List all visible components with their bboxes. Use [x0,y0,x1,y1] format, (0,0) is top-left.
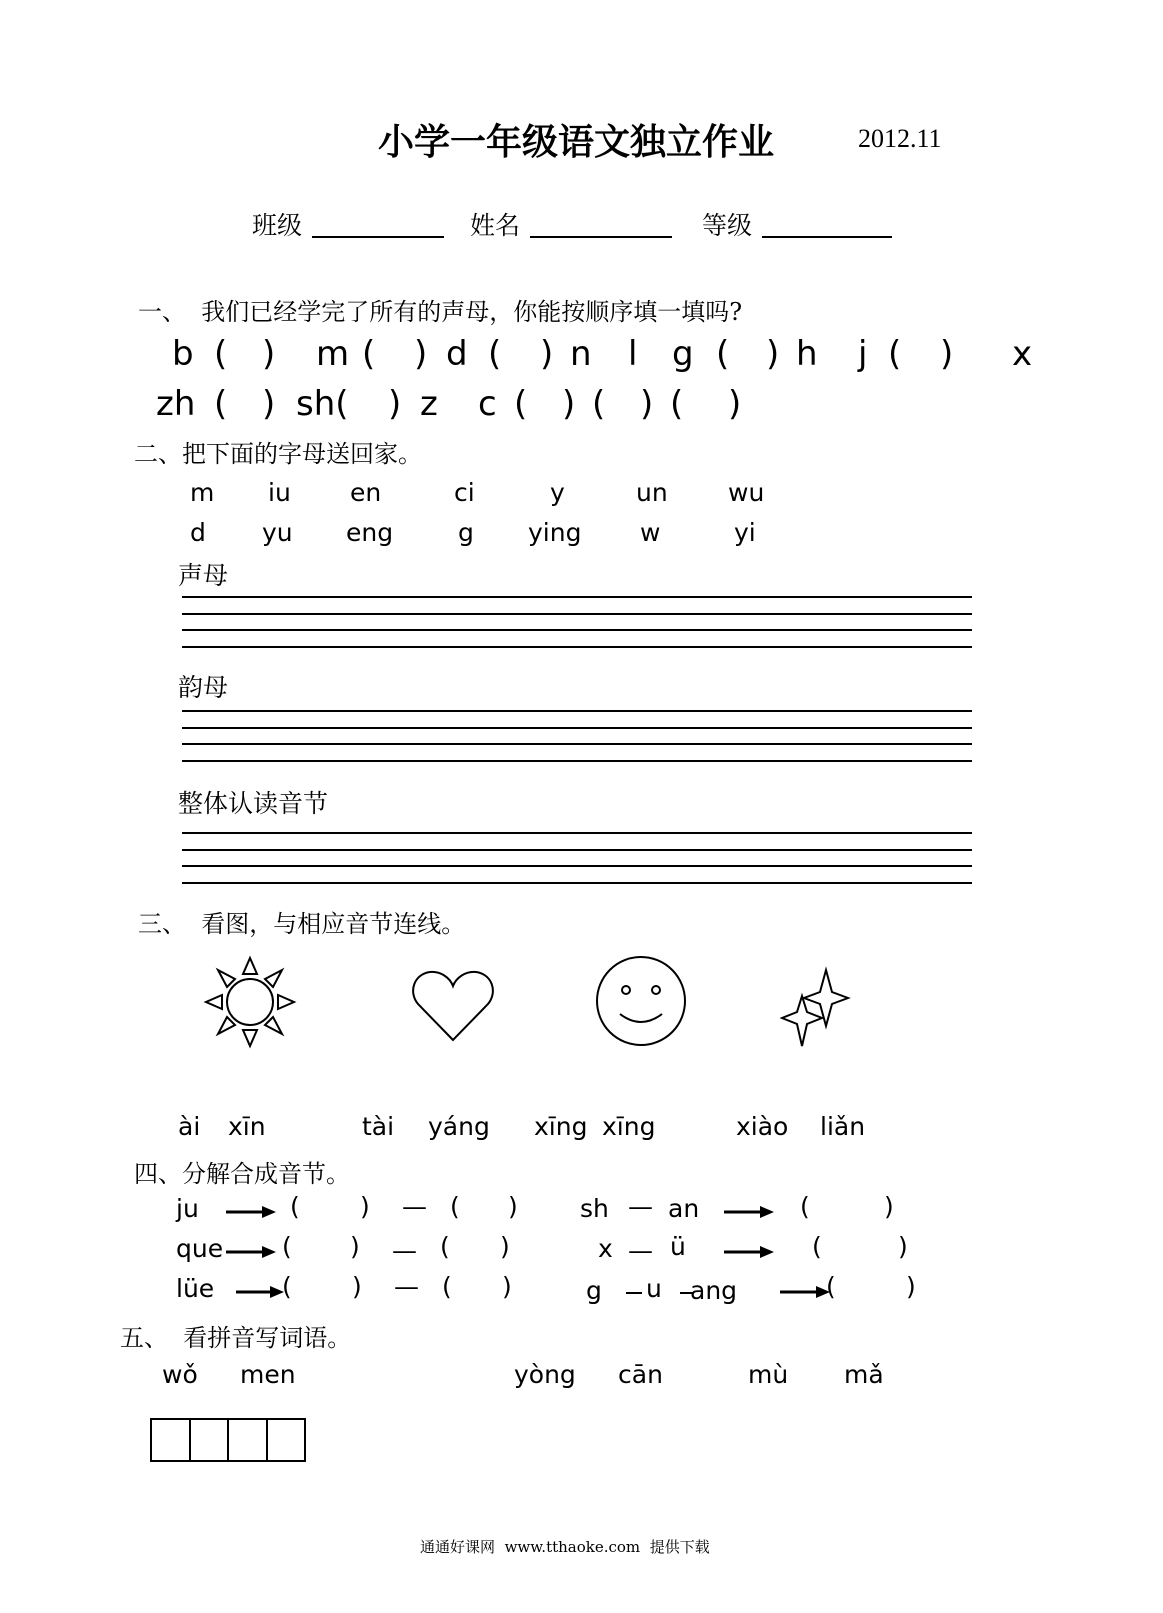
q1-paren-open: ( [488,334,502,374]
class-field-line[interactable] [312,236,444,238]
name-label: 姓名 [470,211,521,240]
q1-paren-close: ) [940,334,954,374]
q2-item: ying [528,518,582,547]
q1-paren-close: ) [562,384,576,424]
q1-letter: g [672,334,694,374]
category-label-initials: 声母 [178,561,229,590]
q4-heading: 四、分解合成音节。 [134,1160,350,1188]
q1-paren-open: ( [214,334,228,374]
q1-paren-close: ) [540,334,554,374]
q4-paren: ( [440,1232,450,1261]
writing-line[interactable] [182,743,972,745]
q4-paren: ( [442,1272,452,1301]
q3-syllable: liǎn [820,1112,866,1141]
q1-paren-open: ( [716,334,730,374]
q2-item: en [350,478,382,507]
q4-dash: — [402,1192,427,1221]
q5-pinyin: mù [748,1360,789,1389]
q4-word: lüe [176,1274,215,1303]
q1-letter: b [172,334,194,374]
page-title: 小学一年级语文独立作业 [378,121,775,163]
q2-item: iu [268,478,291,507]
q1-paren-open: ( [214,384,228,424]
q1-letter: z [420,384,438,424]
q4-paren: ) [352,1272,362,1301]
writing-line[interactable] [182,646,972,648]
category-label-finals: 韵母 [178,673,229,702]
q1-paren-open: ( [592,384,606,424]
writing-line[interactable] [182,760,972,762]
q1-paren-close: ) [640,384,654,424]
q4-paren: ( [290,1192,300,1221]
q1-paren-open: ( [888,334,902,374]
q4-paren: ( [800,1192,810,1221]
writing-line[interactable] [182,596,972,598]
q4-paren: ) [906,1272,916,1301]
q2-item: yi [734,518,756,547]
q1-heading: 一、 我们已经学完了所有的声母，你能按顺序填一填吗? [138,298,743,326]
grade-label: 等级 [702,211,753,240]
q4-paren: ( [812,1232,822,1261]
q2-item: d [190,518,206,547]
q2-item: y [550,478,565,507]
q4-paren: ) [884,1192,894,1221]
q1-letter: d [446,334,468,374]
q4-paren: ) [350,1232,360,1261]
q4-paren: ( [826,1272,836,1301]
q2-item: ci [454,478,475,507]
q4-paren: ( [282,1232,292,1261]
footer [420,1536,710,1557]
q4-paren: ) [360,1192,370,1221]
footer-site-name: 通通好课网 [420,1538,496,1556]
writing-grid[interactable] [150,1418,306,1462]
q1-letter: m [316,334,350,374]
q1-paren-close: ) [414,334,428,374]
writing-line[interactable] [182,832,972,834]
q4-joiner [626,1292,642,1294]
writing-line[interactable] [182,613,972,615]
q1-letter: j [858,334,868,374]
q5-pinyin: men [240,1360,296,1389]
arrow-right-icon [724,1204,774,1220]
q4-part: x [598,1234,613,1263]
q4-part: an [668,1194,700,1223]
q2-item: g [458,518,474,547]
q3-heading: 三、 看图，与相应音节连线。 [138,910,466,938]
footer-url[interactable]: www.tthaoke.com [504,1538,641,1556]
q1-letter: sh( [296,384,349,424]
q4-part: g [586,1276,602,1305]
writing-line[interactable] [182,710,972,712]
grade-field-line[interactable] [762,236,892,238]
q1-letter: n [570,334,592,374]
class-label: 班级 [252,211,303,240]
q4-paren: ) [508,1192,518,1221]
date: 2012.11 [858,124,942,153]
q1-paren-open: ( [670,384,684,424]
q2-item: yu [262,518,293,547]
writing-line[interactable] [182,727,972,729]
q3-syllable: xiào [736,1112,789,1141]
smiley-icon [594,954,688,1048]
q4-dash: — [628,1192,653,1221]
name-field-line[interactable] [530,236,672,238]
stars-icon [780,966,852,1050]
arrow-right-icon [724,1244,774,1260]
arrow-right-icon [236,1284,284,1300]
writing-cell[interactable] [229,1420,268,1460]
q3-syllable: xīn [228,1112,266,1141]
q4-part: sh [580,1194,609,1223]
q4-word: ju [176,1194,199,1223]
arrow-right-icon [226,1204,276,1220]
q1-paren-close: ) [262,384,276,424]
q2-heading: 二、把下面的字母送回家。 [134,440,422,468]
q1-paren-close: ) [388,384,402,424]
writing-line[interactable] [182,849,972,851]
q3-syllable: tài [362,1112,395,1141]
q2-item: m [190,478,215,507]
q4-paren: ) [500,1232,510,1261]
q1-paren-close: ) [766,334,780,374]
q2-item: eng [346,518,394,547]
q5-pinyin: yòng [514,1360,576,1389]
writing-line[interactable] [182,865,972,867]
q5-heading: 五、 看拼音写词语。 [120,1324,352,1352]
q4-paren: ) [502,1272,512,1301]
sun-icon [200,952,300,1052]
arrow-right-icon [226,1244,276,1260]
writing-cell[interactable] [191,1420,230,1460]
q4-dash: — [628,1236,653,1265]
q3-syllable: ài [178,1112,201,1141]
q4-dash: — [394,1272,419,1301]
writing-cell[interactable] [152,1420,191,1460]
q3-syllable: xīng [602,1112,656,1141]
q1-paren-close: ) [728,384,742,424]
q2-item: un [636,478,668,507]
category-label-whole-syllables: 整体认读音节 [178,789,329,818]
q1-letter: l [628,334,638,374]
heart-icon [410,968,496,1044]
writing-cell[interactable] [268,1420,305,1460]
q3-syllable: xīng [534,1112,588,1141]
arrow-right-icon [780,1284,830,1300]
q4-part: u [646,1274,662,1303]
q4-dash: — [392,1236,417,1265]
q1-paren-open: ( [514,384,528,424]
q4-word: que [176,1234,224,1263]
q4-paren: ( [282,1272,292,1301]
q1-letter: x [1012,334,1033,374]
writing-line[interactable] [182,629,972,631]
q1-letter: zh [156,384,196,424]
writing-line[interactable] [182,882,972,884]
q4-part: ang [690,1276,738,1305]
q1-letter: c [478,384,497,424]
q5-pinyin: wǒ [162,1360,198,1389]
q1-paren-close: ) [262,334,276,374]
q4-part: ü [670,1232,686,1261]
q4-paren: ( [450,1192,460,1221]
q1-paren-open: ( [362,334,376,374]
q4-paren: ) [898,1232,908,1261]
q2-item: wu [728,478,765,507]
footer-suffix: 提供下载 [649,1538,710,1556]
q5-pinyin: mǎ [844,1360,884,1389]
q1-letter: h [796,334,818,374]
q2-item: w [640,518,661,547]
q5-pinyin: cān [618,1360,663,1389]
q3-syllable: yáng [428,1112,490,1141]
